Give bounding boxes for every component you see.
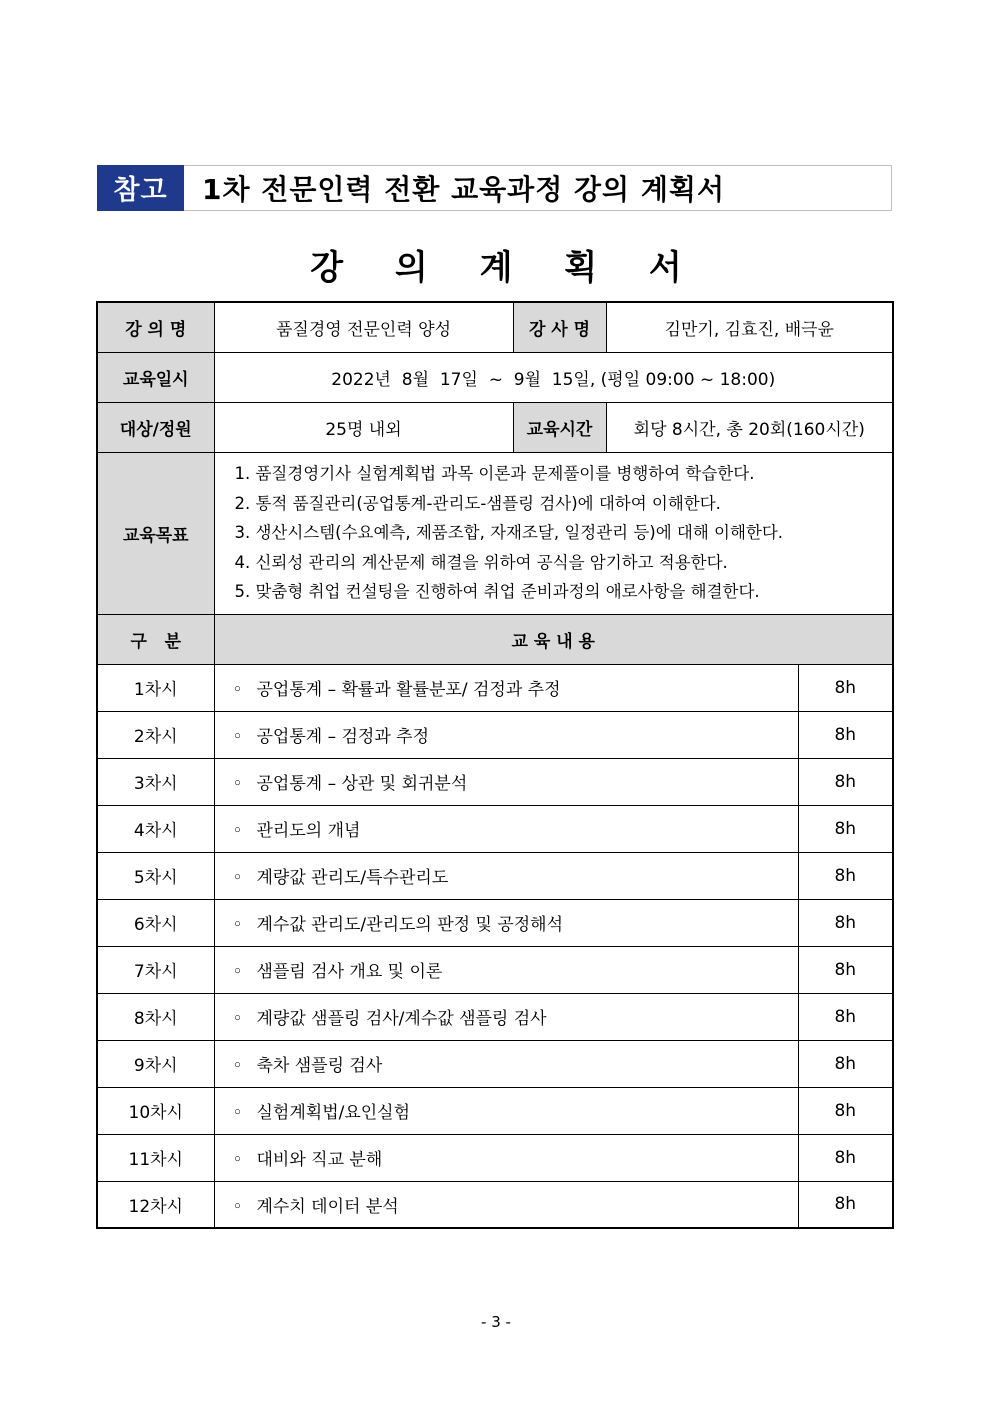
session-content: 계수값 관리도/관리도의 판정 및 공정해석 <box>256 915 564 935</box>
session-row <box>97 852 893 899</box>
bullet-icon: ◦ <box>232 1056 243 1076</box>
session-hours: 8h <box>798 758 893 805</box>
session-row <box>97 711 893 758</box>
session-hours: 8h <box>798 899 893 946</box>
session-row <box>97 805 893 852</box>
session-hours: 8h <box>798 711 893 758</box>
session-hours: 8h <box>798 946 893 993</box>
session-row <box>97 993 893 1040</box>
goal-item: 3. 생산시스템(수요예측, 제품조합, 자재조달, 일정관리 등)에 대해 이해한다. <box>234 523 784 543</box>
session-label: 4차시 <box>97 805 214 852</box>
reference-badge: 참고 <box>97 165 184 211</box>
sessions-header-row <box>97 614 893 664</box>
course-name-value: 품질경영 전문인력 양성 <box>214 302 513 352</box>
session-row <box>97 758 893 805</box>
session-content: 샘플림 검사 개요 및 이론 <box>256 962 443 982</box>
goal-item: 2. 통적 품질관리(공업통계-관리도-샘플링 검사)에 대하여 이해한다. <box>234 493 721 513</box>
session-row <box>97 946 893 993</box>
session-hours: 8h <box>798 664 893 711</box>
bullet-icon: ◦ <box>232 915 243 935</box>
hours-label: 교육시간 <box>513 402 606 452</box>
session-hours: 8h <box>798 993 893 1040</box>
bullet-icon: ◦ <box>232 1009 243 1029</box>
bullet-icon: ◦ <box>232 1150 243 1170</box>
page-number: - 3 - <box>481 1313 511 1331</box>
bullet-icon: ◦ <box>232 680 243 700</box>
session-row <box>97 1087 893 1134</box>
session-hours: 8h <box>798 1040 893 1087</box>
session-content-cell <box>214 711 798 758</box>
reference-header <box>97 165 892 211</box>
capacity-label: 대상/정원 <box>97 402 214 452</box>
goals-row <box>97 452 893 614</box>
session-label: 2차시 <box>97 711 214 758</box>
goals-list <box>214 452 893 614</box>
session-content: 계량값 샘플링 검사/계수값 샘플링 검사 <box>256 1009 547 1029</box>
session-row <box>97 899 893 946</box>
session-content-cell <box>214 1181 798 1228</box>
bullet-icon: ◦ <box>232 962 243 982</box>
course-name-label: 강 의 명 <box>97 302 214 352</box>
session-content-cell <box>214 899 798 946</box>
schedule-value: 2022년 8월 17일 ~ 9월 15일, (평일 09:00 ~ 18:00) <box>214 352 893 402</box>
session-row <box>97 1134 893 1181</box>
session-content-cell <box>214 664 798 711</box>
session-hours: 8h <box>798 852 893 899</box>
session-row <box>97 1181 893 1228</box>
session-hours: 8h <box>798 1087 893 1134</box>
course-name-row <box>97 302 893 352</box>
goal-item: 5. 맞춤형 취업 컨설팅을 진행하여 취업 준비과정의 애로사항을 해결한다. <box>234 582 760 602</box>
schedule-row <box>97 352 893 402</box>
session-content-cell <box>214 852 798 899</box>
content-header: 교 육 내 용 <box>214 614 893 664</box>
instructor-label: 강 사 명 <box>513 302 606 352</box>
capacity-value: 25명 내외 <box>214 402 513 452</box>
session-label: 5차시 <box>97 852 214 899</box>
capacity-row <box>97 402 893 452</box>
session-content: 공업통계 – 상관 및 회귀분석 <box>256 774 468 794</box>
session-label: 9차시 <box>97 1040 214 1087</box>
session-content: 공업통계 – 검정과 추정 <box>256 727 430 747</box>
schedule-label: 교육일시 <box>97 352 214 402</box>
bullet-icon: ◦ <box>232 1103 243 1123</box>
session-hours: 8h <box>798 1134 893 1181</box>
session-content-cell <box>214 805 798 852</box>
session-content: 공업통계 – 확률과 활률분포/ 검정과 추정 <box>256 680 561 700</box>
session-label: 3차시 <box>97 758 214 805</box>
session-content-cell <box>214 946 798 993</box>
bullet-icon: ◦ <box>232 774 243 794</box>
session-row <box>97 664 893 711</box>
goal-item: 1. 품질경영기사 실험계획법 과목 이론과 문제풀이를 병행하여 학습한다. <box>234 464 755 484</box>
session-label: 7차시 <box>97 946 214 993</box>
session-hours: 8h <box>798 1181 893 1228</box>
hours-value: 회당 8시간, 총 20회(160시간) <box>606 402 893 452</box>
session-content: 실험계획법/요인실험 <box>256 1103 411 1123</box>
document-title: 강 의 계 획 서 <box>310 248 702 288</box>
session-content: 대비와 직교 분해 <box>256 1150 383 1170</box>
bullet-icon: ◦ <box>232 821 243 841</box>
bullet-icon: ◦ <box>232 727 243 747</box>
session-content-cell <box>214 993 798 1040</box>
session-label: 11차시 <box>97 1134 214 1181</box>
lecture-plan-table <box>96 301 894 1229</box>
goal-item: 4. 신뢰성 관리의 계산문제 해결을 위하여 공식을 암기하고 적용한다. <box>234 552 728 572</box>
session-content: 축차 샘플링 검사 <box>256 1056 383 1076</box>
session-content-cell <box>214 1087 798 1134</box>
session-label: 1차시 <box>97 664 214 711</box>
division-header: 구 분 <box>97 614 214 664</box>
session-content: 계수치 데이터 분석 <box>256 1196 399 1217</box>
instructor-value: 김만기, 김효진, 배극윤 <box>606 302 893 352</box>
session-label: 10차시 <box>97 1087 214 1134</box>
session-label: 8차시 <box>97 993 214 1040</box>
session-hours: 8h <box>798 805 893 852</box>
session-content-cell <box>214 1134 798 1181</box>
session-content-cell <box>214 758 798 805</box>
reference-title: 1차 전문인력 전환 교육과정 강의 계획서 <box>202 173 725 206</box>
bullet-icon: ◦ <box>232 868 243 888</box>
session-label: 12차시 <box>97 1181 214 1228</box>
session-content: 계량값 관리도/특수관리도 <box>256 868 449 888</box>
session-label: 6차시 <box>97 899 214 946</box>
session-content-cell <box>214 1040 798 1087</box>
session-row <box>97 1040 893 1087</box>
bullet-icon: ◦ <box>232 1196 243 1217</box>
goals-label: 교육목표 <box>97 452 214 614</box>
session-content: 관리도의 개념 <box>256 821 361 841</box>
